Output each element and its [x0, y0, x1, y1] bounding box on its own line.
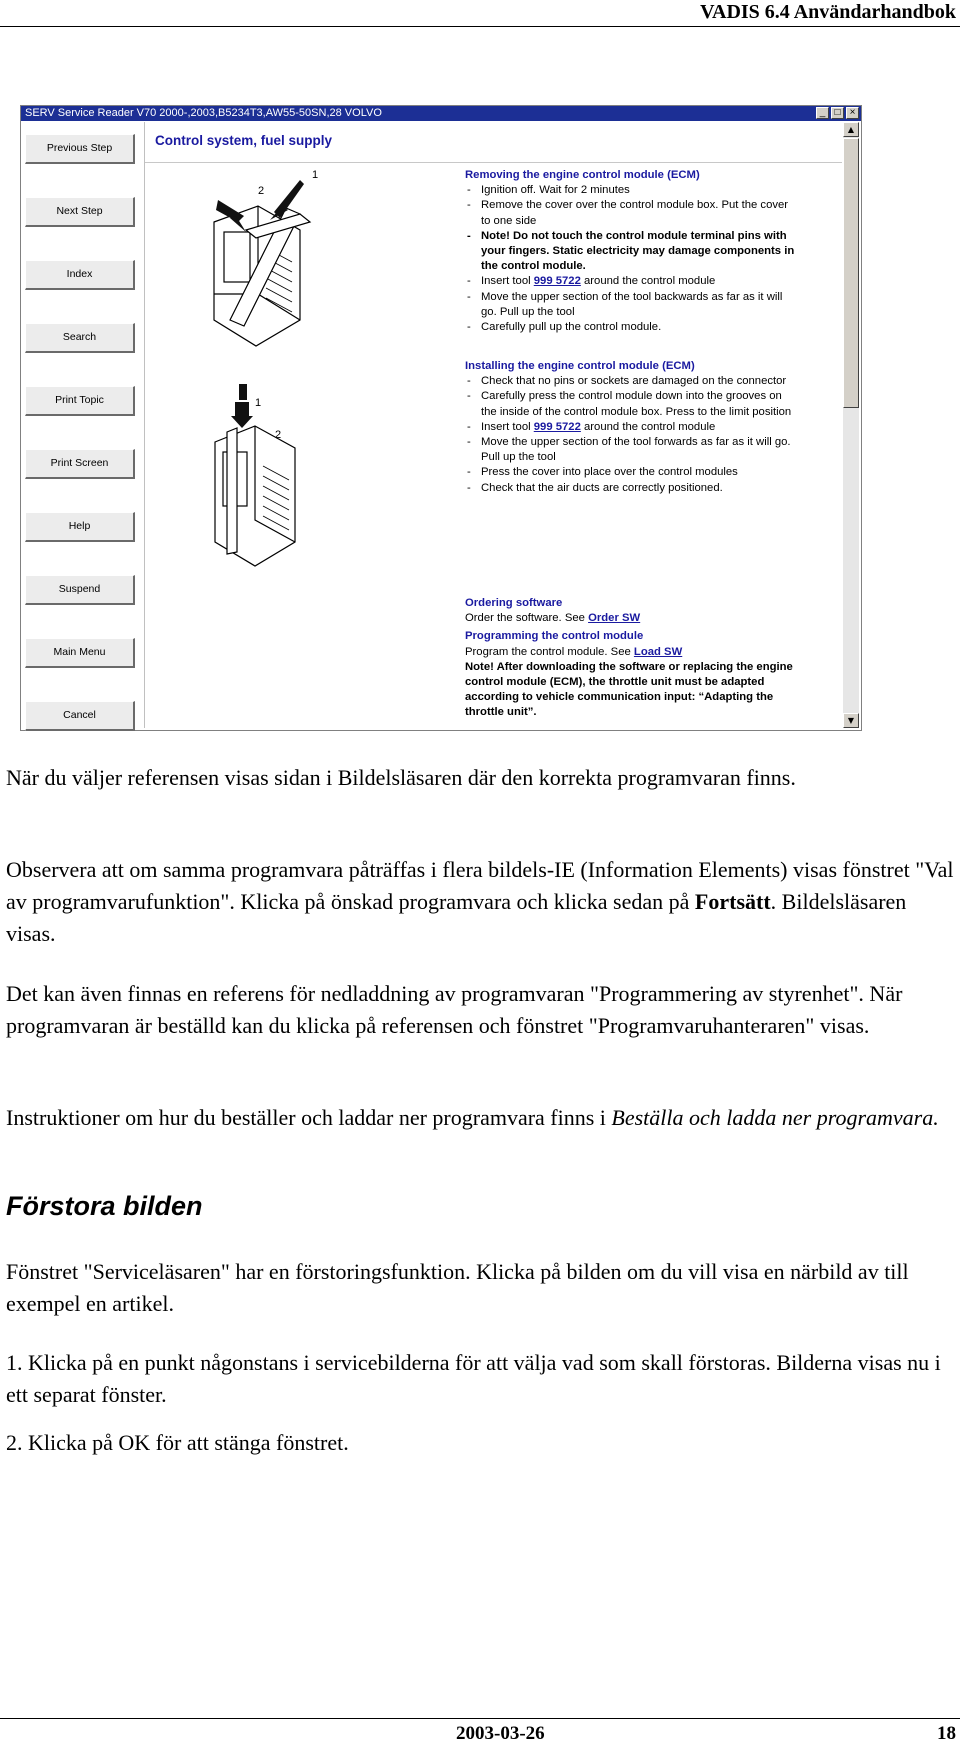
print-topic-button[interactable]: Print Topic [25, 386, 135, 416]
content-scrollbar[interactable] [843, 122, 859, 728]
minimize-button[interactable]: _ [816, 107, 829, 119]
footer-date: 2003-03-26 [456, 1723, 545, 1744]
search-button[interactable]: Search [25, 323, 135, 353]
scroll-thumb[interactable] [843, 138, 859, 408]
ordering-heading: Ordering software [465, 597, 563, 609]
cancel-button[interactable]: Cancel [25, 701, 135, 731]
content-pane [144, 122, 842, 728]
tool-link[interactable]: 999 5722 [533, 420, 581, 433]
paragraph-4: Instruktioner om hur du beställer och laddar ner programvara finns i Beställa och ladda ner programvara. [6, 1105, 939, 1130]
title-divider [145, 162, 842, 163]
main-menu-button[interactable]: Main Menu [25, 638, 135, 668]
navigation-panel [21, 121, 139, 730]
label-1: 1 [312, 170, 319, 181]
document-title: VADIS 6.4 Användarhandbok [700, 1, 956, 23]
installing-step-1: - Check that no pins or sockets are damaged on the connector [465, 374, 795, 389]
tool-link[interactable]: 999 5722 [533, 275, 581, 288]
ordering-text: Order the software. See Order SW [465, 612, 641, 625]
removing-step-2: - Remove the cover over the control module box. Put the cover to one side [465, 198, 795, 228]
installing-step-4: - Move the upper section of the tool forwards as far as it will go. Pull up the tool [465, 435, 795, 465]
installation-illustration [205, 382, 315, 582]
order-sw-link[interactable]: Order SW [588, 612, 641, 625]
programming-note: Note! After downloading the software or replacing the engine control module (ECM), the throttle unit must be adapted according to vehicle communication input: “Adapting the throttle unit”. [465, 660, 793, 719]
print-screen-button[interactable]: Print Screen [25, 449, 135, 479]
window-controls [816, 107, 859, 119]
scroll-down-arrow-icon[interactable]: ▼ [843, 713, 859, 728]
installing-step-2: - Carefully press the control module down into the grooves on the inside of the control module box. Press to the limit position [465, 389, 795, 419]
paragraph-1: När du väljer referensen visas sidan i Bildelsläsaren där den korrekta programvaran finns. [6, 765, 796, 790]
maximize-button[interactable]: □ [831, 107, 844, 119]
page-header [0, 0, 960, 27]
step-2: 2. Klicka på OK för att stänga fönstret. [6, 1430, 349, 1455]
removing-section [465, 168, 795, 335]
removing-heading: Removing the engine control module (ECM) [465, 169, 700, 181]
close-button[interactable]: × [846, 107, 859, 119]
step-1: 1. Klicka på en punkt någonstans i servicebilderna för att välja vad som skall förstoras. Bilderna visas nu i ett separat fönster. [6, 1350, 941, 1407]
window-title: SERV Service Reader V70 2000-,2003,B5234T3,AW55-50SN,28 VOLVO [25, 107, 382, 119]
index-button[interactable]: Index [25, 260, 135, 290]
installing-section [465, 359, 795, 496]
load-sw-link[interactable]: Load SW [633, 645, 683, 658]
content-title: Control system, fuel supply [155, 133, 333, 148]
installing-heading: Installing the engine control module (ECM) [465, 360, 695, 372]
software-section [465, 596, 805, 721]
removing-step-4: - Insert tool 999 5722 around the control module [465, 274, 795, 289]
label-2: 2 [275, 429, 282, 441]
programming-heading: Programming the control module [465, 630, 644, 643]
label-2: 2 [258, 185, 265, 197]
paragraph-2: Observera att om samma programvara påträffas i flera bildels-IE (Information Elements) visas fönstret "Val av programvarufunktion". Klicka på önskad programvara och klicka sedan på Fortsätt. Bildelsläsaren visas. [6, 857, 954, 946]
window-titlebar [21, 106, 861, 121]
removing-step-1: - Ignition off. Wait for 2 minutes [465, 183, 795, 198]
page-footer [0, 1718, 960, 1746]
paragraph-5: Fönstret "Serviceläsaren" har en förstoringsfunktion. Klicka på bilden om du vill visa en närbild av till exempel en artikel. [6, 1259, 909, 1316]
removing-step-6: - Carefully pull up the control module. [465, 320, 795, 335]
installing-step-3: - Insert tool 999 5722 around the control module [465, 420, 795, 435]
help-button[interactable]: Help [25, 512, 135, 542]
page-number: 18 [937, 1723, 956, 1744]
installing-step-5: - Press the cover into place over the control modules [465, 465, 795, 480]
previous-step-button[interactable]: Previous Step [25, 134, 135, 164]
section-heading: Förstora bilden [6, 1191, 203, 1221]
paragraph-3: Det kan även finnas en referens för nedladdning av programvaran "Programmering av styrenhet". När programvaran är beställd kan du klicka på referensen och fönstret "Programvaruhanteraren" visas. [6, 981, 903, 1038]
next-step-button[interactable]: Next Step [25, 197, 135, 227]
removal-illustration [200, 170, 330, 360]
service-reader-window [20, 105, 862, 731]
programming-text: Program the control module. See Load SW [465, 645, 683, 658]
scroll-up-arrow-icon[interactable]: ▲ [843, 122, 859, 137]
installing-step-6: - Check that the air ducts are correctly positioned. [465, 481, 795, 496]
suspend-button[interactable]: Suspend [25, 575, 135, 605]
removing-step-3: - Note! Do not touch the control module terminal pins with your fingers. Static electricity may damage components in the control module. [465, 229, 795, 275]
removing-step-5: - Move the upper section of the tool backwards as far as it will go. Pull up the tool [465, 290, 795, 320]
label-1: 1 [255, 397, 262, 409]
